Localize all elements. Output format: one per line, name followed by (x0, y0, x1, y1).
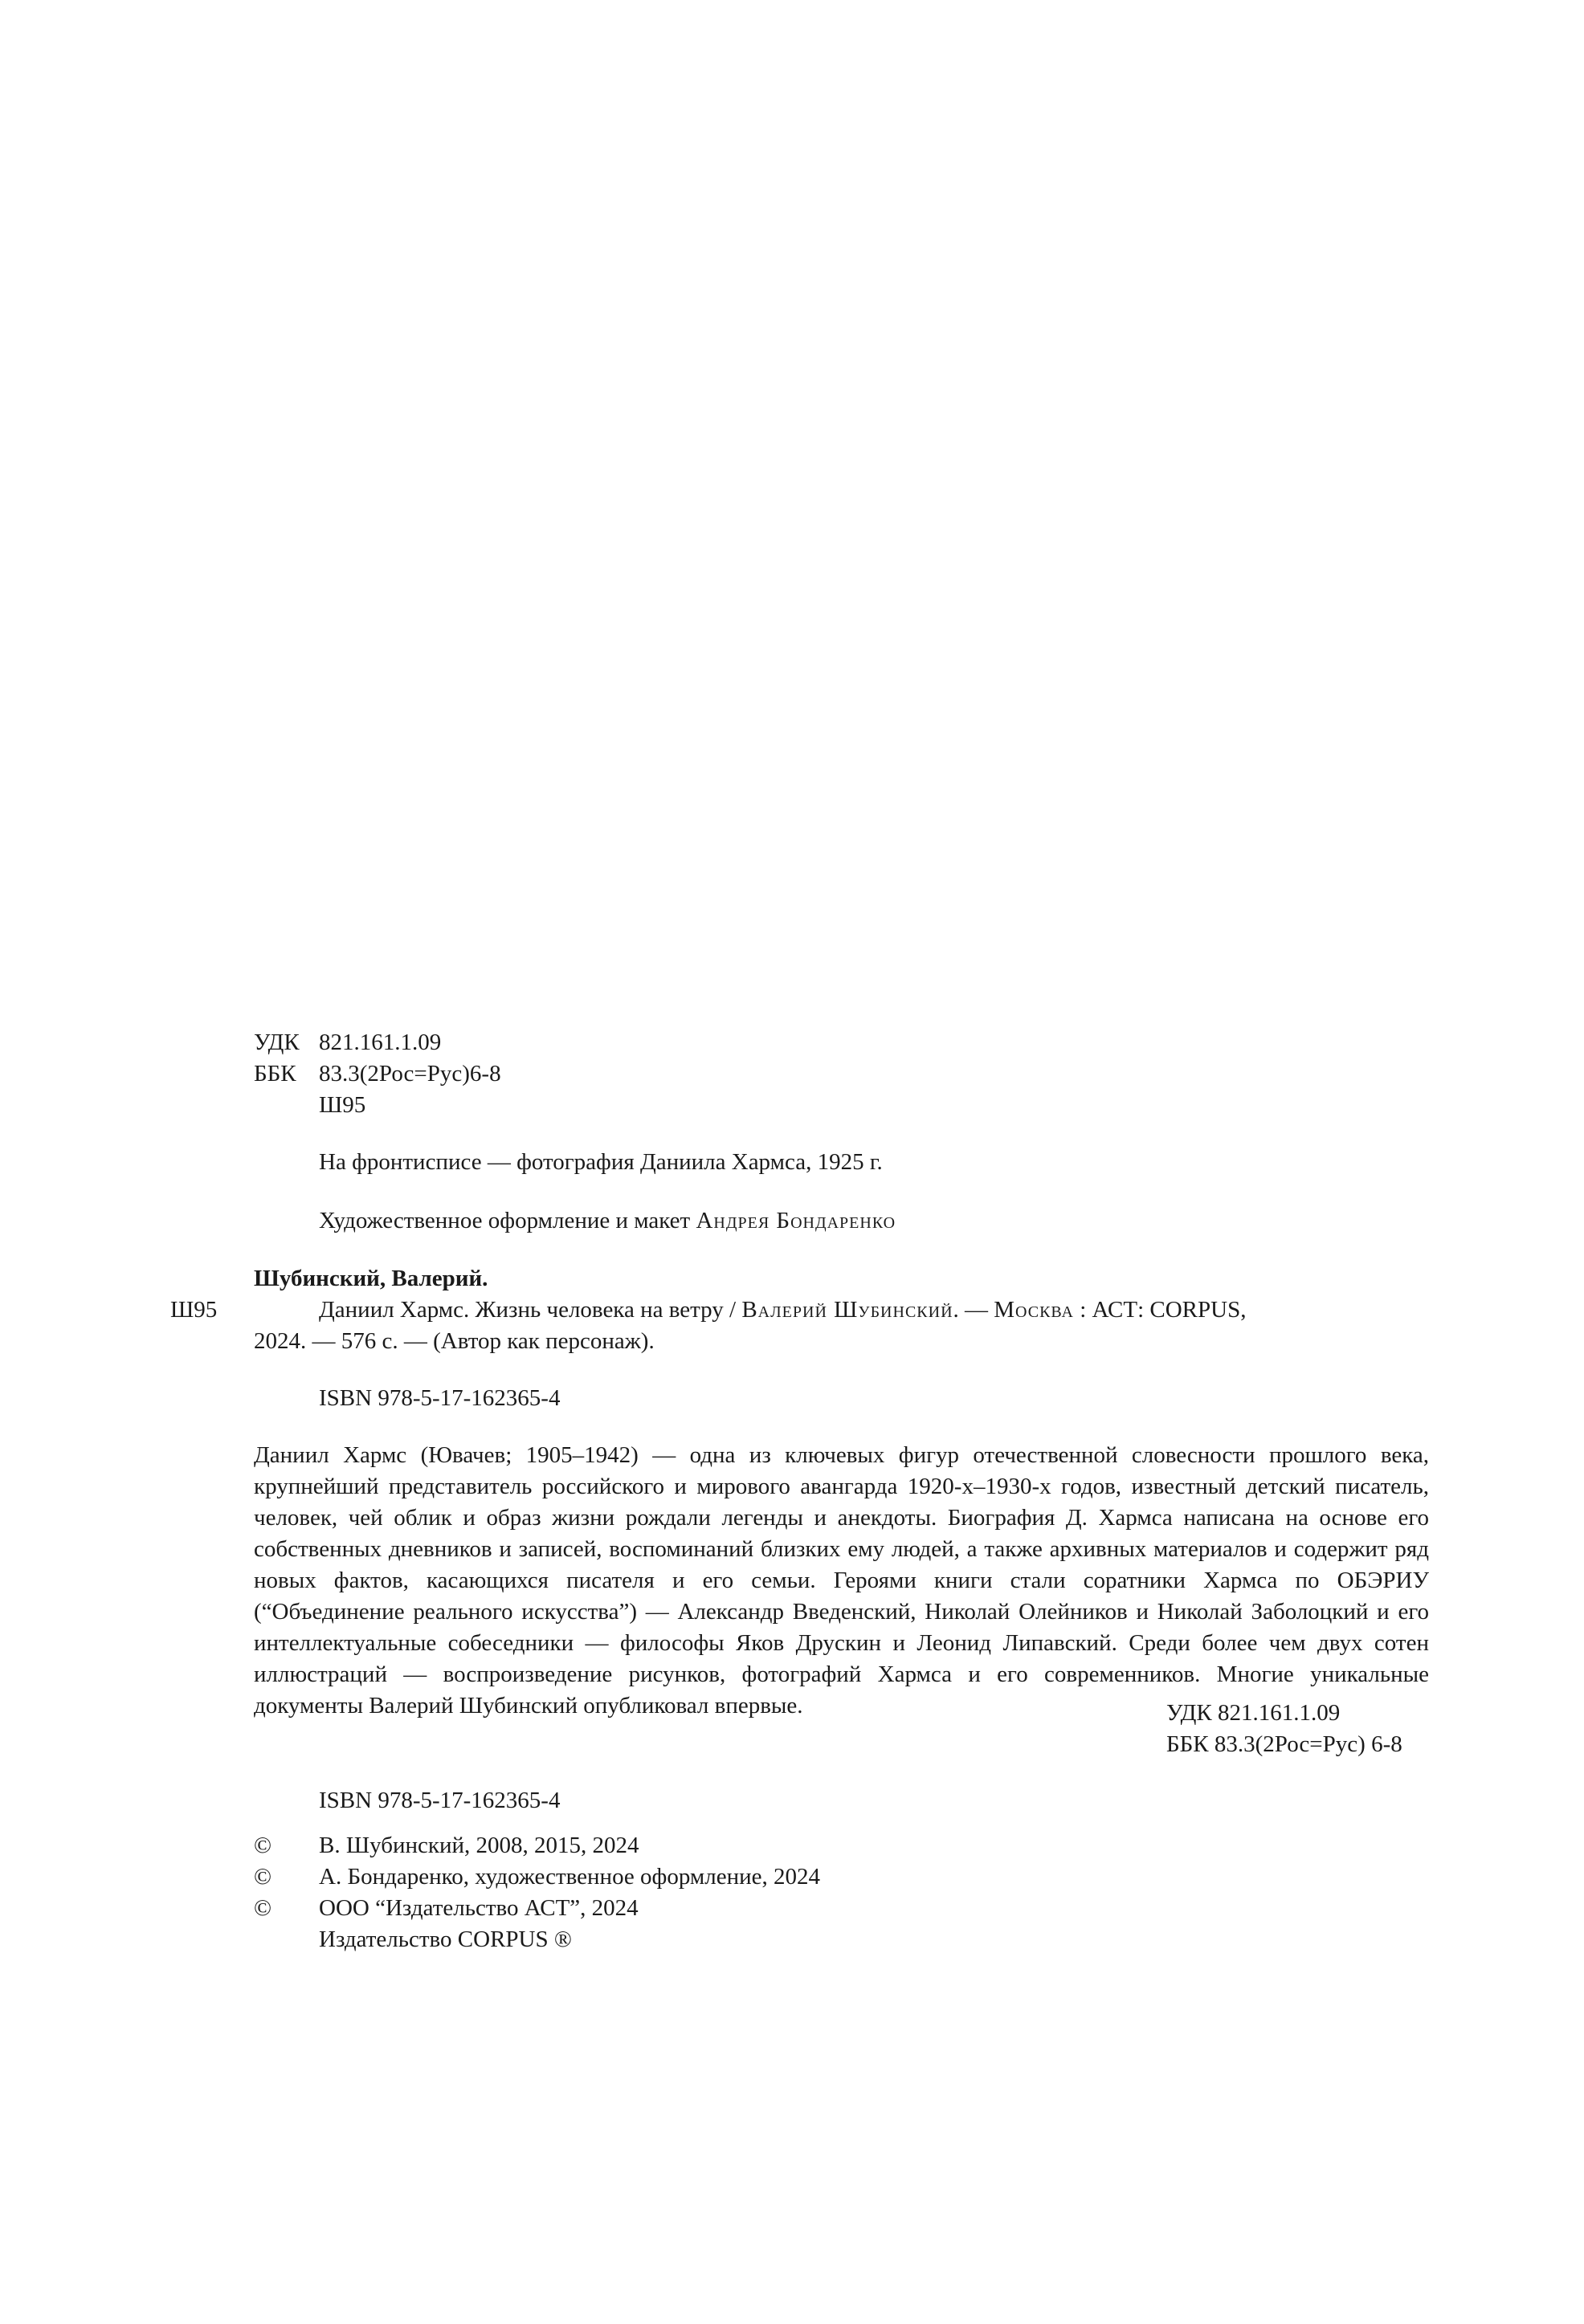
annotation-udk: УДК 821.161.1.09 (1166, 1700, 1341, 1726)
annotation-bbk: ББК 83.3(2Рос=Рус) 6-8 (1166, 1731, 1402, 1757)
annotation-paragraph: Даниил Хармс (Ювачев; 1905–1942) — одна из ключевых фигур отечественной словесности прошлого века, крупнейший представитель российского и мирового авангарда 1920-х–1930-х годов, известный детский писатель, человек, чей облик и образ жизни рождали легенды и анекдоты. Биография Д. Хармса написана на основе его собственных дневников и записей, воспоминаний близких ему людей, а также архивных материалов и содержит ряд новых фактов, касающихся писателя и его семьи. Героями книги стали соратники Хармса по ОБЭРИУ (“Объединение реального искусства”) — Александр Введенский, Николай Олейников и Николай Заболоцкий и его интеллектуальные собеседники — философы Яков Друскин и Леонид Липавский. Среди более чем двух сотен иллюстраций — воспроизведение рисунков, фотографий Хармса и его современников. Многие уникальные документы Валерий Шубинский опубликовал впервые. (254, 1442, 1429, 1719)
catalog-title: Даниил Хармс. Жизнь человека на ветру / (319, 1297, 742, 1323)
catalog-author-heading: Шубинский, Валерий. (254, 1266, 488, 1291)
frontispiece-note: На фронтисписе — фотография Даниила Хармса, 1925 г. (319, 1149, 883, 1175)
catalog-sep: . — (953, 1297, 994, 1323)
copyright-text: ООО “Издательство АСТ”, 2024 (319, 1895, 639, 1921)
copyright-text: В. Шубинский, 2008, 2015, 2024 (319, 1833, 639, 1858)
catalog-publisher: : АСТ: CORPUS, (1073, 1297, 1247, 1323)
catalog-author-sc: Валерий Шубинский (741, 1297, 953, 1323)
catalog-line2: 2024. — 576 с. — (Автор как персонаж). (254, 1328, 655, 1354)
designer-name: Андрея Бондаренко (696, 1208, 896, 1233)
catalog-margin-sign: Ш95 (170, 1297, 218, 1323)
copyright-symbol: © (254, 1833, 272, 1858)
copyright-symbol: © (254, 1895, 272, 1921)
copyright-symbol: © (254, 1864, 272, 1890)
design-credit-text: Художественное оформление и макет (319, 1208, 696, 1233)
author-sign: Ш95 (319, 1092, 366, 1118)
udk-value: 821.161.1.09 (319, 1029, 442, 1055)
catalog-isbn: ISBN 978-5-17-162365-4 (319, 1385, 561, 1411)
catalog-city: Москва (994, 1297, 1074, 1323)
udk-label: УДК (254, 1029, 300, 1055)
imprint-line: Издательство CORPUS ® (319, 1926, 572, 1952)
bbk-label: ББК (254, 1061, 296, 1087)
catalog-title-line (319, 1295, 1246, 1326)
copyright-text: А. Бондаренко, художественное оформление, 2024 (319, 1864, 821, 1890)
bbk-value: 83.3(2Рос=Рус)6-8 (319, 1061, 501, 1087)
design-credit (319, 1205, 896, 1237)
isbn-bottom: ISBN 978-5-17-162365-4 (319, 1788, 561, 1813)
